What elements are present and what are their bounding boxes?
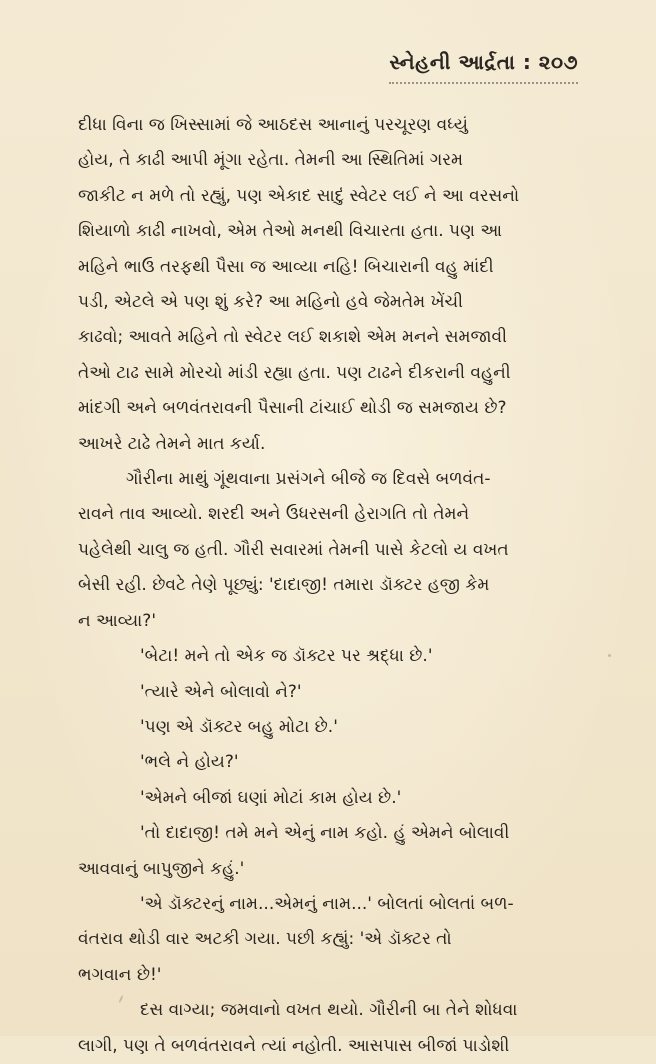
dialogue-line: 'પણ એ ડૉક્ટર બહુ મોટા છે.' xyxy=(140,716,338,737)
dialogue-line: 'ભલે ને હોય?' xyxy=(140,752,239,773)
dialogue-3 xyxy=(78,710,598,745)
text-line: માંદગી અને બળવંતરાવની પૈસાની ટાંચાઈ થોડી જ સમજાય છે? xyxy=(78,398,507,419)
text-line: આખરે ટાઢે તેમને માત કર્યા. xyxy=(78,433,266,454)
text-line: પડી, એટલે એ પણ શું કરે? આ મહિનો હવે જેમતેમ ખેંચી xyxy=(78,292,464,313)
dialogue-6 xyxy=(78,816,598,887)
dialogue-line: 'એમને બીજાં ઘણાં મોટાં કામ હોય છે.' xyxy=(140,787,402,808)
dialogue-line: 'બેટા! મને તો એક જ ડૉક્ટર પર શ્રદ્ધા છે.' xyxy=(140,646,433,667)
text-line: દસ વાગ્યા; જમવાનો વખત થયો. ગૌરીની બા તેને શોધવા xyxy=(140,1000,518,1021)
text-line: દીધા વિના જ ખિસ્સામાં જે આઠદસ આનાનું પરચૂરણ વધ્યું xyxy=(78,115,468,135)
text-line: ગૌરીના માથું ગૂંથવાના પ્રસંગને બીજે જ દિવસે બળવંત- xyxy=(126,469,491,490)
text-line: હોય, તે કાઢી આપી મૂંગા રહેતા. તેમની આ સ્થિતિમાં ગરમ xyxy=(78,150,464,171)
dialogue-line: 'તો દાદાજી! તમે મને એનું નામ કહો. હું એમને બોલાવી xyxy=(140,823,510,844)
page-header xyxy=(389,50,578,74)
running-header: સ્નેહની આર્દ્રતા : ૨૦૭ xyxy=(389,50,578,74)
text-line: કાઢવો; આવતે મહિને તો સ્વેટર લઈ શકાશે એમ મનને સમજાવી xyxy=(78,327,507,348)
dialogue-1 xyxy=(78,639,598,674)
dialogue-2 xyxy=(78,675,598,710)
dialogue-line: વંતરાવ થોડી વાર અટકી ગયા. પછી કહ્યું: 'એ ડૉક્ટર તો xyxy=(78,929,452,950)
paper-speckle xyxy=(608,654,611,657)
text-line: પહેલેથી ચાલુ જ હતી. ગૌરી સવારમાં તેમની પાસે કેટલો ય વખત xyxy=(78,539,509,560)
dialogue-line: ભગવાન છે!' xyxy=(78,964,162,985)
paragraph-1 xyxy=(78,108,598,462)
dialogue-line: 'એ ડૉક્ટરનું નામ...એમનું નામ...' બોલતાં બોલતાં બળ- xyxy=(140,893,514,914)
text-line: બેસી રહી. છેવટે તેણે પૂછ્યું: 'દાદાજી! તમારા ડૉક્ટર હજી કેમ xyxy=(78,575,490,596)
text-line: મહિને ભાઉ તરફથી પૈસા જ આવ્યા નહિ! બિચારાની વહુ માંદી xyxy=(78,256,494,277)
header-rule xyxy=(389,78,578,84)
text-line: જાકીટ ન મળે તો રહ્યું, પણ એકાદ સાદું સ્વેટર લઈ ને આ વરસનો xyxy=(78,185,520,206)
dialogue-line: આવવાનું બાપુજીને કહું.' xyxy=(78,858,245,879)
paragraph-3 xyxy=(78,993,598,1064)
text-line: રાવને તાવ આવ્યો. શરદી અને ઉધરસની હેરાગતિ તો તેમને xyxy=(78,504,470,525)
page-body xyxy=(78,108,598,1064)
dialogue-4 xyxy=(78,745,598,780)
dialogue-5 xyxy=(78,781,598,816)
dialogue-7 xyxy=(78,887,598,993)
paragraph-2 xyxy=(78,462,598,639)
text-line: તેઓ ટાઢ સામે મોરચો માંડી રહ્યા હતા. પણ ટાઢને દીકરાની વહુની xyxy=(78,362,511,383)
text-line: ન આવ્યા?' xyxy=(78,610,157,631)
text-line: લાગી, પણ તે બળવંતરાવને ત્યાં નહોતી. આસપાસ બીજાં પાડોશી xyxy=(78,1035,510,1056)
dialogue-line: 'ત્યારે એને બોલાવો ને?' xyxy=(140,681,302,702)
text-line: શિયાળો કાઢી નાખવો, એમ તેઓ મનથી વિચારતા હતા. પણ આ xyxy=(78,221,502,242)
